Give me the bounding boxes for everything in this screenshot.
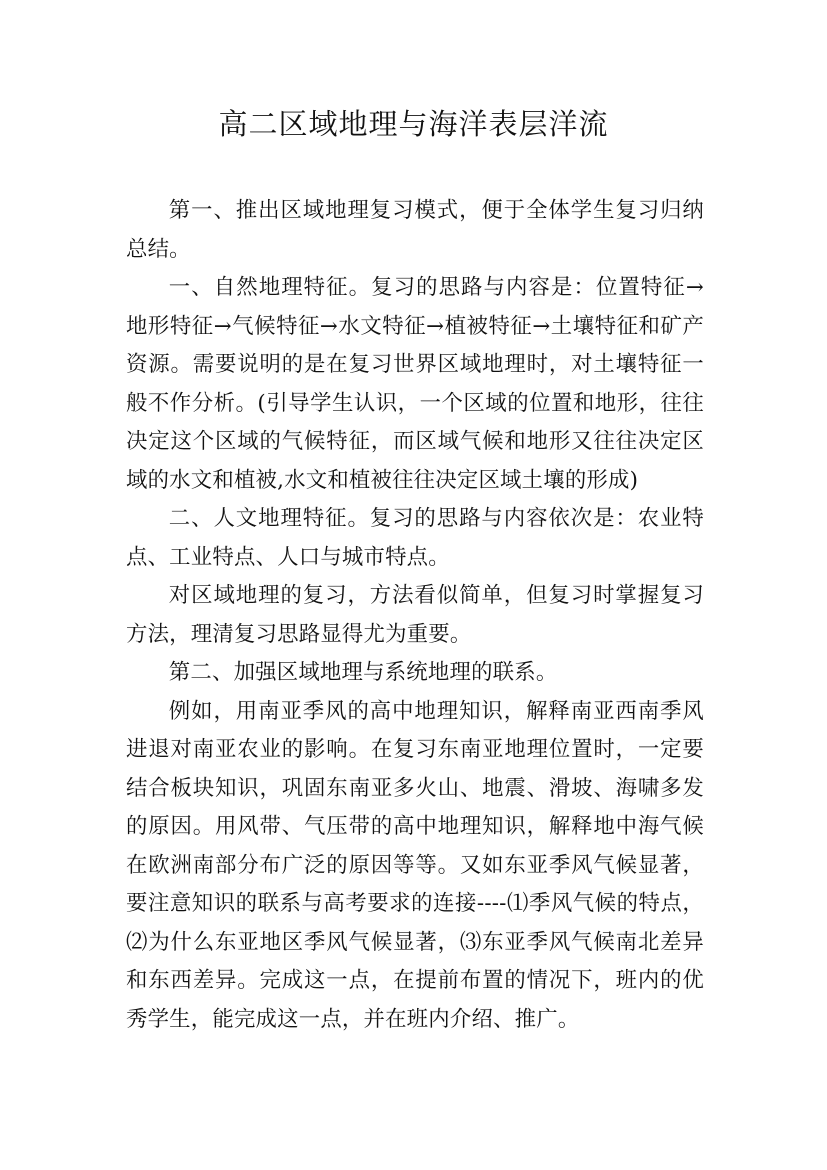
paragraph-section-two-intro: 第二、加强区域地理与系统地理的联系。 xyxy=(168,660,558,685)
document-body xyxy=(126,192,704,1039)
paragraph-review-method: 对区域地理的复习，方法看似简单，但复习时掌握复习方法，理清复习思路显得尤为重要。 xyxy=(126,583,704,647)
paragraph-natural-geography: 一、自然地理特征。复习的思路与内容是：位置特征→地形特征→气候特征→水文特征→植被特征→土壤特征和矿产资源。需要说明的是在复习世界区域地理时，对土壤特征一般不作分析。(引导学生认识，一个区域的位置和地形，往往决定这个区域的气候特征，而区域气候和地形又往往决定区域的水文和植被,水文和植被往往决定区域土壤的形成) xyxy=(126,275,704,493)
paragraph-human-geography: 二、人文地理特征。复习的思路与内容依次是：农业特点、工业特点、人口与城市特点。 xyxy=(126,506,704,570)
paragraph-section-one-intro: 第一、推出区域地理复习模式，便于全体学生复习归纳总结。 xyxy=(126,198,704,262)
document-title: 高二区域地理与海洋表层洋流 xyxy=(218,107,609,141)
paragraph-examples: 例如，用南亚季风的高中地理知识，解释南亚西南季风进退对南亚农业的影响。在复习东南亚地理位置时，一定要结合板块知识，巩固东南亚多火山、地震、滑坡、海啸多发的原因。用风带、气压带的高中地理知识，解释地中海气候在欧洲南部分布广泛的原因等等。又如东亚季风气候显著，要注意知识的联系与高考要求的连接----⑴季风气候的特点，⑵为什么东亚地区季风气候显著，⑶东亚季风气候南北差异和东西差异。完成这一点，在提前布置的情况下，班内的优秀学生，能完成这一点，并在班内介绍、推广。 xyxy=(126,698,704,1032)
